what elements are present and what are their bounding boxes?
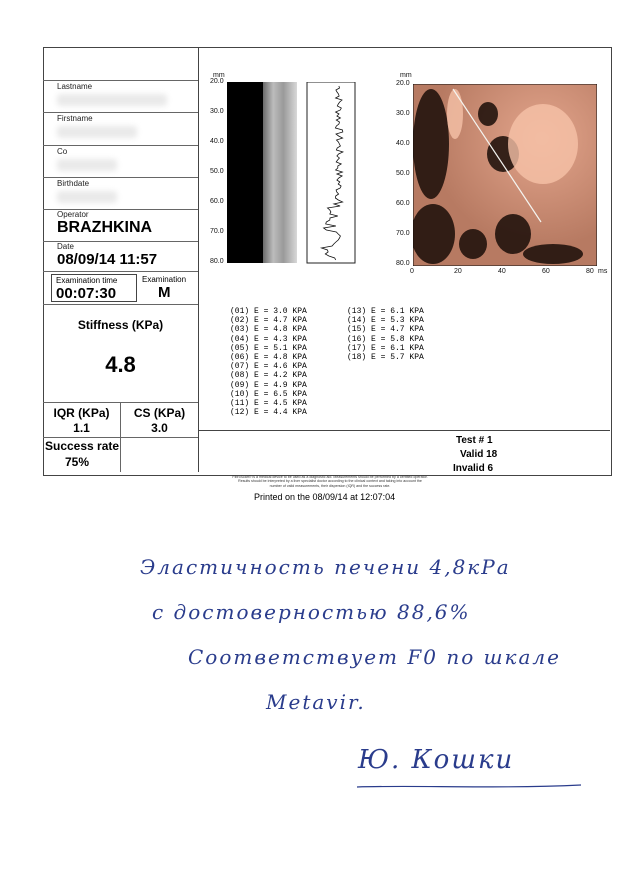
redacted-code [57,159,117,171]
measurement-row: (08) E = 4.2 KPA [230,371,307,381]
mmode-y-tick: 60.0 [210,198,224,205]
iqr-label: IQR (KPa) [53,406,110,420]
mmode-y-tick: 30.0 [210,108,224,115]
success-cell [43,437,121,472]
firstname-label: Firstname [57,114,93,123]
test-valid: Valid 18 [460,449,498,460]
measurement-row: (18) E = 5.7 KPA [347,353,424,363]
measurement-row: (11) E = 4.5 KPA [230,399,307,409]
exam-row [43,271,198,305]
measurements-left [230,307,307,417]
measurement-row: (15) E = 4.7 KPA [347,325,424,335]
lastname-field [43,80,198,113]
elasto-x-tick: 0 [410,268,414,275]
exam-type-box [138,274,196,300]
success-label: Success rate [45,439,120,453]
mmode-y-tick: 20.0 [210,78,224,85]
measurement-row: (04) E = 4.3 KPA [230,334,307,344]
code-field [43,145,198,178]
elasto-y-tick: 70.0 [396,230,410,237]
measurements-right [347,307,424,362]
measurement-row: (12) E = 4.4 KPA [230,408,307,418]
elasto-y-tick: 30.0 [396,110,410,117]
exam-time-box [51,274,137,302]
lastname-label: Lastname [57,82,93,91]
elastogram [413,84,597,266]
operator-value: BRAZHKINA [57,219,153,236]
operator-label: Operator [57,210,89,219]
redacted-birthdate [57,191,117,203]
elasto-y-tick: 40.0 [396,140,410,147]
date-field [43,241,198,272]
stiffness-box [43,304,198,403]
mmode-unit: mm [213,72,225,79]
measurement-row: (05) E = 5.1 KPA [230,343,307,353]
firstname-field [43,112,198,146]
cs-label: CS (KPa) [133,406,186,420]
elasto-x-tick: 80 [586,268,594,275]
elasto-y-tick: 80.0 [396,260,410,267]
stiffness-label: Stiffness (KPa) [77,318,164,332]
disclaimer-line: FibroScan® is a medical device to be used as a diagnostic aid. Measurements should be performed by a certified operator. [232,475,428,479]
measurement-row: (14) E = 5.3 KPA [347,316,424,326]
a-mode-box [307,82,355,263]
measurement-row: (10) E = 6.5 KPA [230,389,307,399]
iqr-cs-row [43,402,198,438]
code-label: Co [57,147,68,156]
measurement-row: (17) E = 6.1 KPA [347,343,424,353]
handwritten-line-2: с достоверностью 88,6% [152,600,471,624]
measurement-row: (16) E = 5.8 KPA [347,334,424,344]
measurement-row: (01) E = 3.0 KPA [230,307,307,316]
elasto-y-tick: 60.0 [396,200,410,207]
signature: Ю. Кошки [358,745,515,775]
measurement-row: (07) E = 4.6 KPA [230,362,307,372]
birthdate-field [43,177,198,210]
measurement-row: (03) E = 4.8 KPA [230,325,307,335]
mmode-y-tick: 50.0 [210,168,224,175]
elasto-x-tick: 40 [498,268,506,275]
date-label: Date [57,242,74,251]
success-value: 75% [65,455,90,469]
exam-type-value: M [158,284,171,301]
elasto-x-tick: 20 [454,268,462,275]
top-blank-cell [43,47,198,81]
mmode-dark-band [227,82,263,263]
measurement-row: (02) E = 4.7 KPA [230,316,307,326]
mmode-y-tick: 80.0 [210,258,224,265]
measurement-row: (13) E = 6.1 KPA [347,307,424,316]
signature-underline [355,775,585,800]
operator-field [43,209,198,242]
mmode-y-tick: 40.0 [210,138,224,145]
test-number: Test # 1 [456,435,493,446]
patient-column [43,47,199,472]
test-divider [199,430,610,431]
iqr-value: 1.1 [73,421,90,435]
mmode-images [227,82,357,264]
elasto-unit: mm [400,72,412,79]
exam-type-label: Examination [142,275,187,284]
handwritten-line-1: Эластичность печени 4,8кРа [140,555,511,579]
test-invalid: Invalid 6 [453,463,494,474]
cs-value: 3.0 [151,421,168,435]
elasto-y-tick: 20.0 [396,80,410,87]
birthdate-label: Birthdate [57,179,90,188]
disclaimer [200,475,460,488]
measurement-row: (06) E = 4.8 KPA [230,353,307,363]
elasto-x-unit: ms [598,268,608,275]
handwritten-line-3: Соответствует F0 по шкале [188,645,561,669]
elasto-y-tick: 50.0 [396,170,410,177]
printed-timestamp: Printed on the 08/09/14 at 12:07:04 [254,492,396,502]
cs-cell [121,402,198,437]
measurement-row: (09) E = 4.9 KPA [230,380,307,390]
disclaimer-line: number of valid measurements, their dispersion (IQR) and the success rate. [269,483,391,488]
exam-time-label: Examination time [56,276,118,285]
date-value: 08/09/14 11:57 [57,251,158,268]
disclaimer-line: Results should be interpreted by a liver specialist doctor according to the clinical context and taking into account the [238,479,422,484]
elasto-x-tick: 60 [542,268,550,275]
redacted-firstname [57,126,137,138]
iqr-cell [43,402,121,437]
mmode-texture [263,82,297,263]
exam-time-value: 00:07:30 [56,285,117,302]
stiffness-value: 4.8 [105,352,136,377]
handwritten-line-4: Metavir. [266,690,366,714]
redacted-lastname [57,94,167,106]
mmode-y-tick: 70.0 [210,228,224,235]
